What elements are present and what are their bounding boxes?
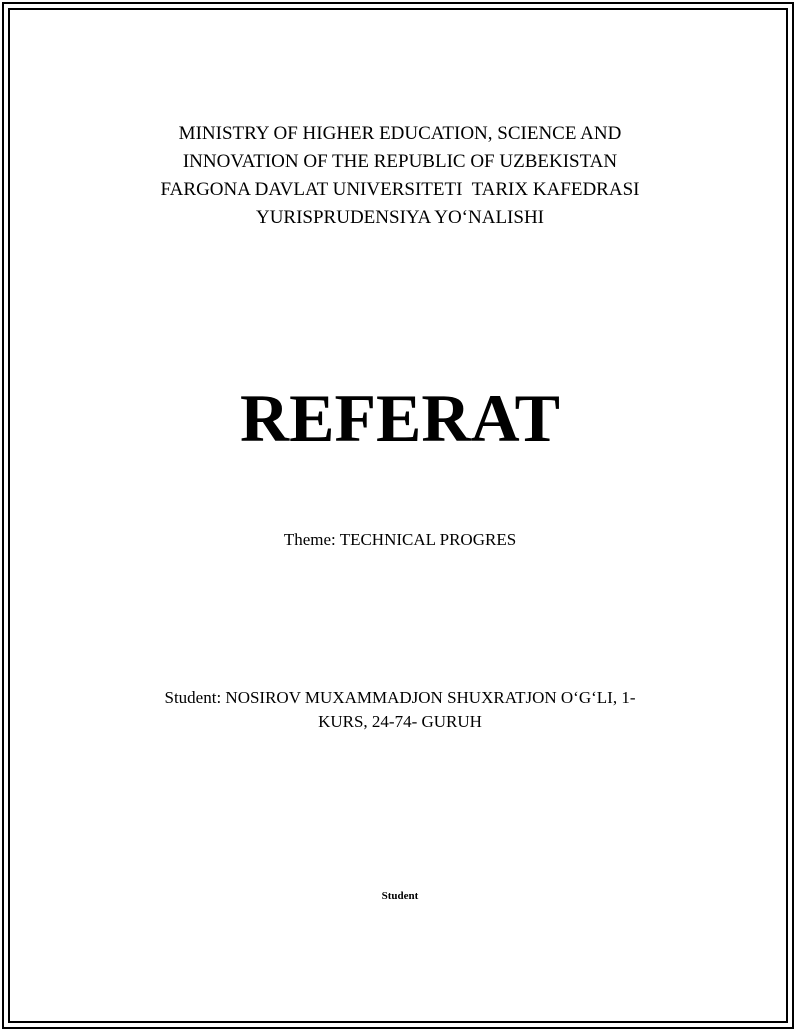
document-theme: Theme: TECHNICAL PROGRES [283,530,517,549]
student-info-line-group: KURS, 24-74- GURUH [318,712,482,731]
header-line-ministry: MINISTRY OF HIGHER EDUCATION, SCIENCE AND [178,123,622,144]
footer-label: Student [381,890,419,902]
header-line-direction: YURISPRUDENSIYA YO‘NALISHI [255,207,544,228]
document-title: REFERAT [240,380,560,456]
header-line-republic: INNOVATION OF THE REPUBLIC OF UZBEKISTAN [182,151,618,172]
institution-header [0,120,800,232]
header-line-university: FARGONA DAVLAT UNIVERSITETI TARIX KAFEDRASI [160,179,640,200]
student-info-line-name: Student: NOSIROV MUXAMMADJON SHUXRATJON O‘G‘LI, 1- [164,688,636,707]
student-info [0,686,800,734]
